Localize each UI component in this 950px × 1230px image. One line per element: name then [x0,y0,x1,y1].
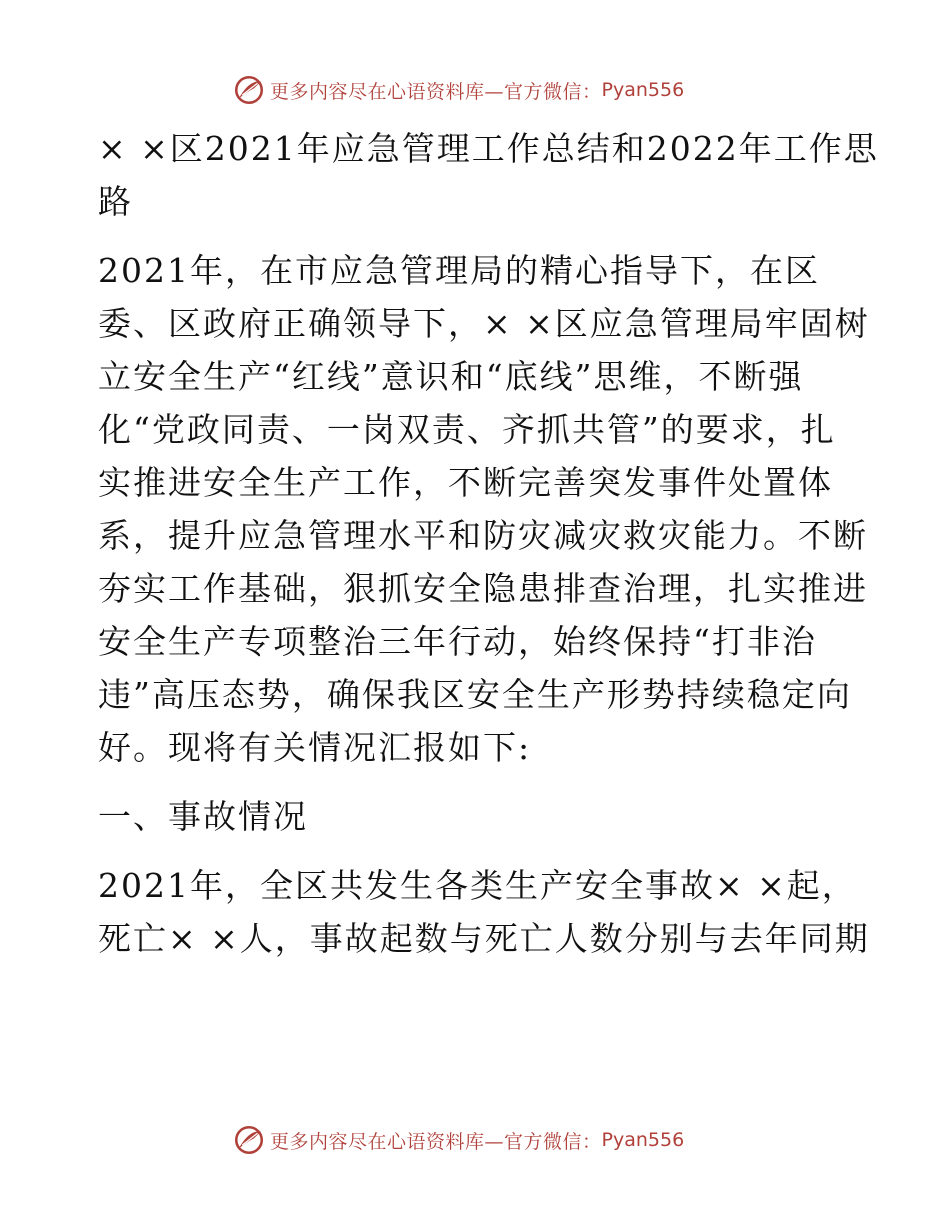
watermark-text: 更多内容尽在心语资料库—官方微信： [270,1130,602,1153]
section-line-1: 2021年，全区共发生各类生产安全事故× ×起， [98,866,857,905]
intro-line-4: 化“党政同责、一岗双责、齐抓共管”的要求，扎 [98,410,836,449]
intro-line-8: 安全生产专项整治三年行动，始终保持“打非治 [98,622,817,661]
intro-line-9: 违”高压态势，确保我区安全生产形势持续稳定向 [98,675,852,714]
watermark-logo-icon [232,73,266,107]
document-body [98,122,879,965]
intro-line-6: 系，提升应急管理水平和防灾减灾救灾能力。不断 [98,516,868,555]
watermark-logo-icon [232,1123,266,1157]
intro-line-2: 委、区政府正确领导下，× ×区应急管理局牢固树 [98,304,870,343]
intro-line-7: 夯实工作基础，狠抓安全隐患排查治理，扎实推进 [98,569,868,608]
intro-line-5: 实推进安全生产工作，不断完善突发事件处置体 [98,463,833,502]
watermark-bottom [232,1120,684,1160]
intro-line-3: 立安全生产“红线”意识和“底线”思维，不断强 [98,357,804,396]
title-line-1: × ×区2021年应急管理工作总结和2022年工作思 [98,129,879,168]
watermark-top [232,70,684,110]
section-heading: 一、事故情况 [98,797,308,836]
section-line-2: 死亡× ×人，事故起数与死亡人数分别与去年同期 [98,919,870,958]
watermark-text: 更多内容尽在心语资料库—官方微信： [270,80,602,103]
intro-line-1: 2021年，在市应急管理局的精心指导下，在区 [98,251,820,290]
title-line-2: 路 [98,182,133,221]
watermark-id: Pyan556 [601,79,685,101]
watermark-id: Pyan556 [601,1129,685,1151]
intro-line-10: 好。现将有关情况汇报如下: [98,728,532,767]
